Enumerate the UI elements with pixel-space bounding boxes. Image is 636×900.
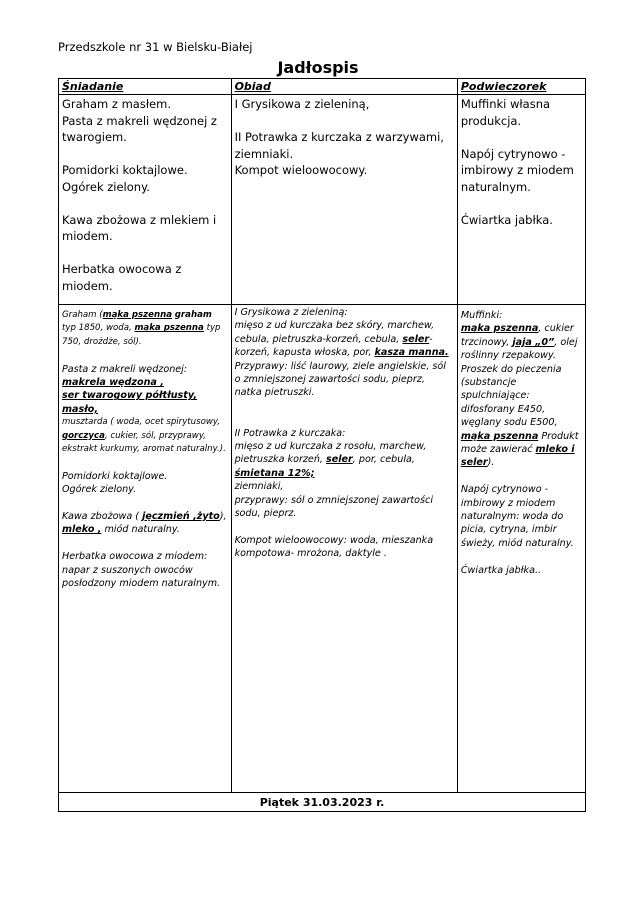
column-header-breakfast: Śniadanie — [59, 79, 232, 95]
menu-item: II Potrawka z kurczaka z warzywami, ziemniaki. — [234, 130, 444, 161]
snack-menu-cell — [457, 95, 585, 305]
lunch-menu-cell — [231, 95, 457, 305]
breakfast-menu-cell — [59, 95, 232, 305]
breakfast-ingredients-cell: Graham (mąka pszenna graham typ 1850, woda, mąka pszenna typ 750, drożdże, sól). Pasta z makreli wędzonej: makrela wędzona , ser twarogowy półtłusty, masło, musztarda ( woda, ocet spirytusowy, gorczyca, cukier, sól, przyprawy, ekstrakt kurkumy, aromat naturalny.). Pomidorki koktajlowe. Ogórek zielony. Kawa zbożowa ( jęczmień ,żyto), mleko , miód naturalny. Herbatka owocowa z miodem: napar z suszonych owoców posłodzony miodem naturalnym. — [59, 305, 232, 793]
lunch-ingredients-cell: I Grysikowa z zieleniną: mięso z ud kurczaka bez skóry, marchew, cebula, pietruszka-korzeń, cebula, seler-korzeń, kapusta włoska, por, kasza manna. Przyprawy: liść laurowy, ziele angielskie, sól o zmniejszonej zawartości sodu, pieprz, natka pietruszki. II Potrawka z kurczaka: mięso z ud kurczaka z rosołu, marchew, pietruszka korzeń, seler, por, cebula, śmietana 12%; ziemniaki, przyprawy: sól o zmniejszonej zawartości sodu, pieprz. Kompot wieloowocowy: woda, mieszanka kompotowa- mrożona, daktyle . — [231, 305, 457, 793]
menu-item: Ogórek zielony. — [62, 179, 150, 194]
menu-item: Pomidorki koktajlowe. — [62, 163, 188, 177]
menu-table — [58, 78, 586, 812]
menu-item: Kawa zbożowa z mlekiem i miodem. — [62, 212, 217, 243]
menu-item: Ćwiartka jabłka. — [460, 212, 553, 227]
menu-item: Muffinki własna produkcja. — [460, 97, 551, 128]
menu-item: Kompot wieloowocowy. — [234, 163, 368, 177]
institution-header: Przedszkole nr 31 w Bielsku-Białej — [58, 40, 253, 54]
menu-item: Pasta z makreli wędzonej z twarogiem. — [62, 113, 217, 144]
menu-item: I Grysikowa z zieleniną, — [234, 97, 370, 111]
menu-item: Graham z masłem. — [62, 97, 172, 111]
menu-item: Herbatka owocowa z miodem. — [62, 262, 182, 293]
column-header-snack: Podwieczorek — [457, 79, 585, 95]
column-header-lunch: Obiad — [231, 79, 457, 95]
page-title: Jadłospis — [277, 58, 359, 77]
menu-item: Napój cytrynowo - imbirowy z miodem naturalnym. — [460, 146, 574, 194]
menu-date-footer: Piątek 31.03.2023 r. — [59, 793, 586, 812]
snack-ingredients-cell: Muffinki: mąka pszenna, cukier trzcinowy, jaja „0”, olej roślinny rzepakowy. Proszek do pieczenia (substancje spulchniające: difosforany E450, węglany sodu E500, mąka pszenna Produkt może zawierać mleko i seler). Napój cytrynowo - imbirowy z miodem naturalnym: woda do picia, cytryna, imbir świeży, miód naturalny. Ćwiartka jabłka.. — [457, 305, 585, 793]
